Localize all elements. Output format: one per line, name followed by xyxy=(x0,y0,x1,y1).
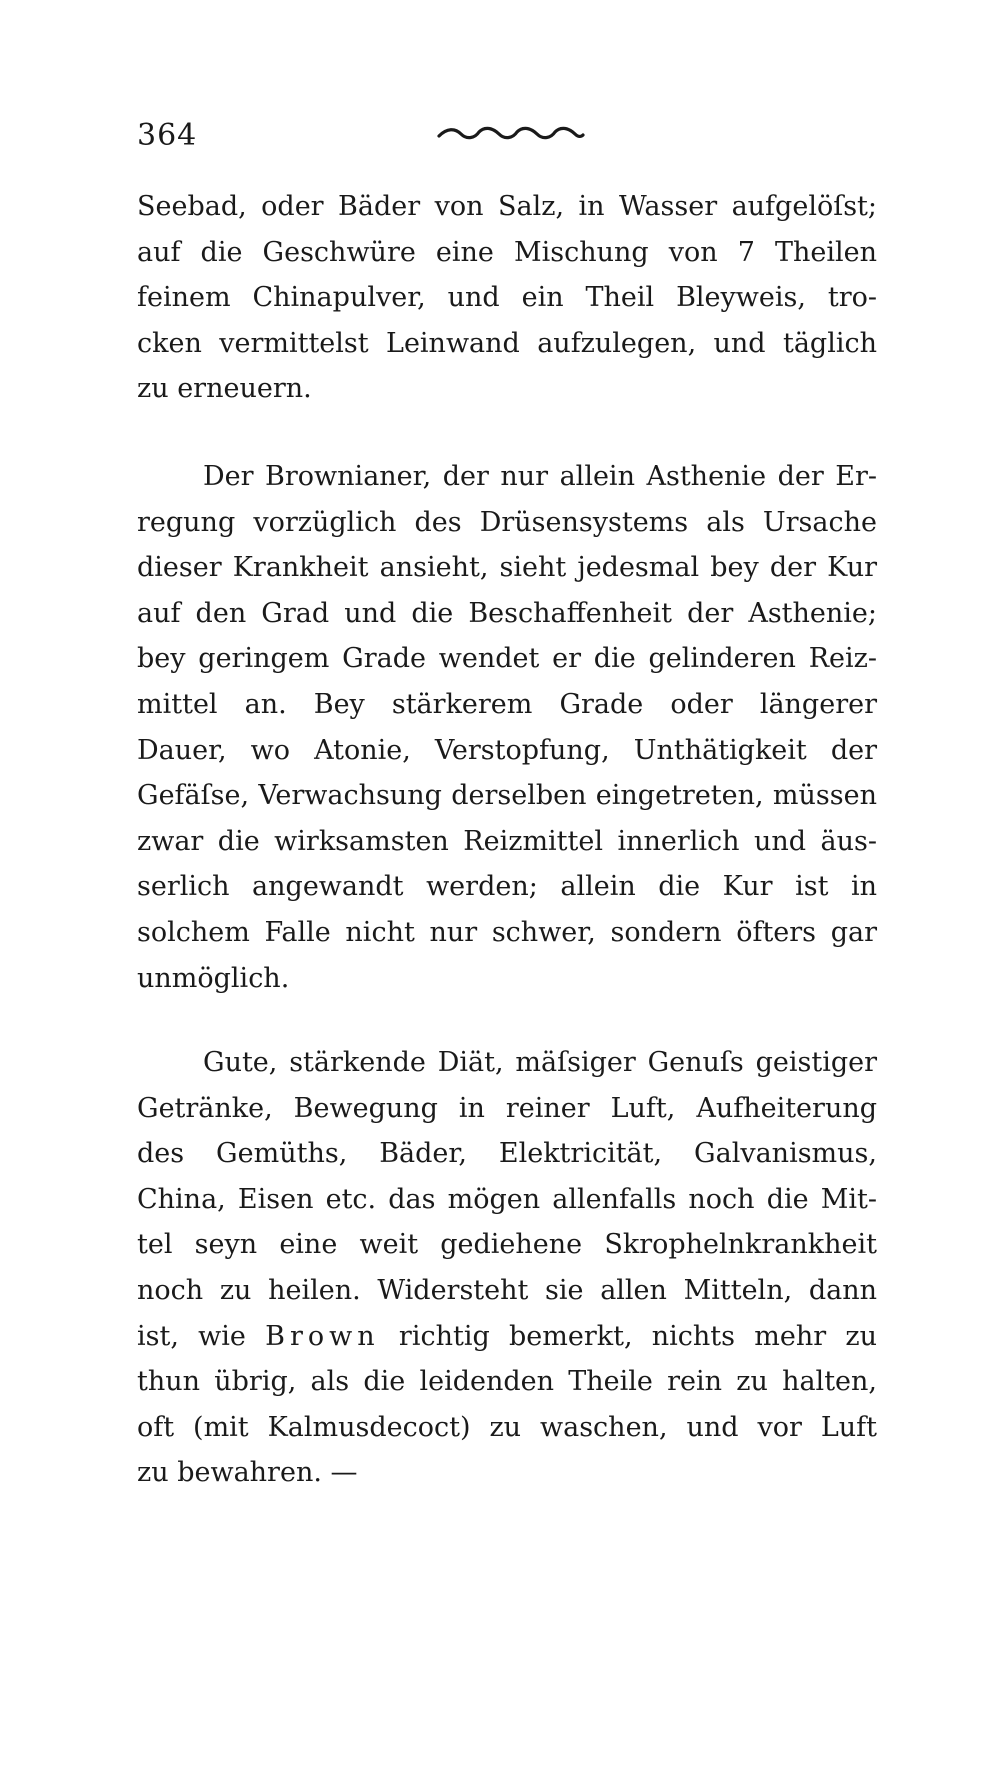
text-line: thun übrig, als die leidenden Theile rein zu halten, xyxy=(137,1366,877,1398)
text-line: unmöglich. xyxy=(137,962,290,994)
text-line: oft (mit Kalmusdecoct) zu waschen, und vor Luft xyxy=(137,1411,877,1443)
text-line: regung vorzüglich des Drüsensystems als Ursache xyxy=(137,506,877,538)
emphasized-name: Brown xyxy=(265,1320,380,1352)
text-line: cken vermittelst Leinwand aufzulegen, und täglich xyxy=(137,327,877,359)
text-line: zwar die wirksamsten Reizmittel innerlich und äus- xyxy=(137,825,877,857)
text-line: auf die Geschwüre eine Mischung von 7 Theilen xyxy=(137,236,877,268)
text-line: feinem Chinapulver, und ein Theil Bleyweis, tro- xyxy=(137,282,877,314)
text-line: Seebad, oder Bäder von Salz, in Wasser aufgelöſst; xyxy=(137,191,877,222)
text-line xyxy=(137,1314,877,1360)
text-segment: richtig bemerkt, nichts mehr zu xyxy=(398,1320,877,1352)
paragraph-1 xyxy=(137,184,877,412)
text-line: zu bewahren. — xyxy=(137,1457,358,1489)
text-line: auf den Grad und die Beschaffenheit der Asthenie; xyxy=(137,597,877,629)
text-line: solchem Falle nicht nur schwer, sondern öfters gar xyxy=(137,916,877,948)
text-line: dieser Krankheit ansieht, sieht jedesmal bey der Kur xyxy=(137,552,877,584)
header-ornament-icon xyxy=(437,124,585,144)
text-line: Der Brownianer, der nur allein Asthenie der Er- xyxy=(203,461,877,492)
text-segment: ist, wie xyxy=(137,1320,246,1352)
paragraph-2 xyxy=(137,454,877,1001)
text-line: Gute, stärkende Diät, mäſsiger Genuſs geistiger xyxy=(203,1047,877,1078)
text-line: Getränke, Bewegung in reiner Luft, Aufheiterung xyxy=(137,1092,877,1124)
paragraph-3 xyxy=(137,1040,877,1496)
page-header xyxy=(137,118,877,158)
text-line: des Gemüths, Bäder, Elektricität, Galvanismus, xyxy=(137,1138,877,1170)
text-line: bey geringem Grade wendet er die gelinderen Reiz- xyxy=(137,643,877,675)
text-line: tel seyn eine weit gediehene Skrophelnkrankheit xyxy=(137,1229,877,1261)
page-number: 364 xyxy=(137,118,198,153)
text-line: Dauer, wo Atonie, Verstopfung, Unthätigkeit der xyxy=(137,734,877,766)
text-line: Gefäſse, Verwachsung derselben eingetreten, müssen xyxy=(137,780,877,812)
text-line: mittel an. Bey stärkerem Grade oder längerer xyxy=(137,688,877,720)
text-line: noch zu heilen. Widersteht sie allen Mitteln, dann xyxy=(137,1274,877,1306)
text-line: serlich angewandt werden; allein die Kur ist in xyxy=(137,871,877,903)
text-line: China, Eisen etc. das mögen allenfalls noch die Mit- xyxy=(137,1183,877,1215)
text-line: zu erneuern. xyxy=(137,373,312,405)
